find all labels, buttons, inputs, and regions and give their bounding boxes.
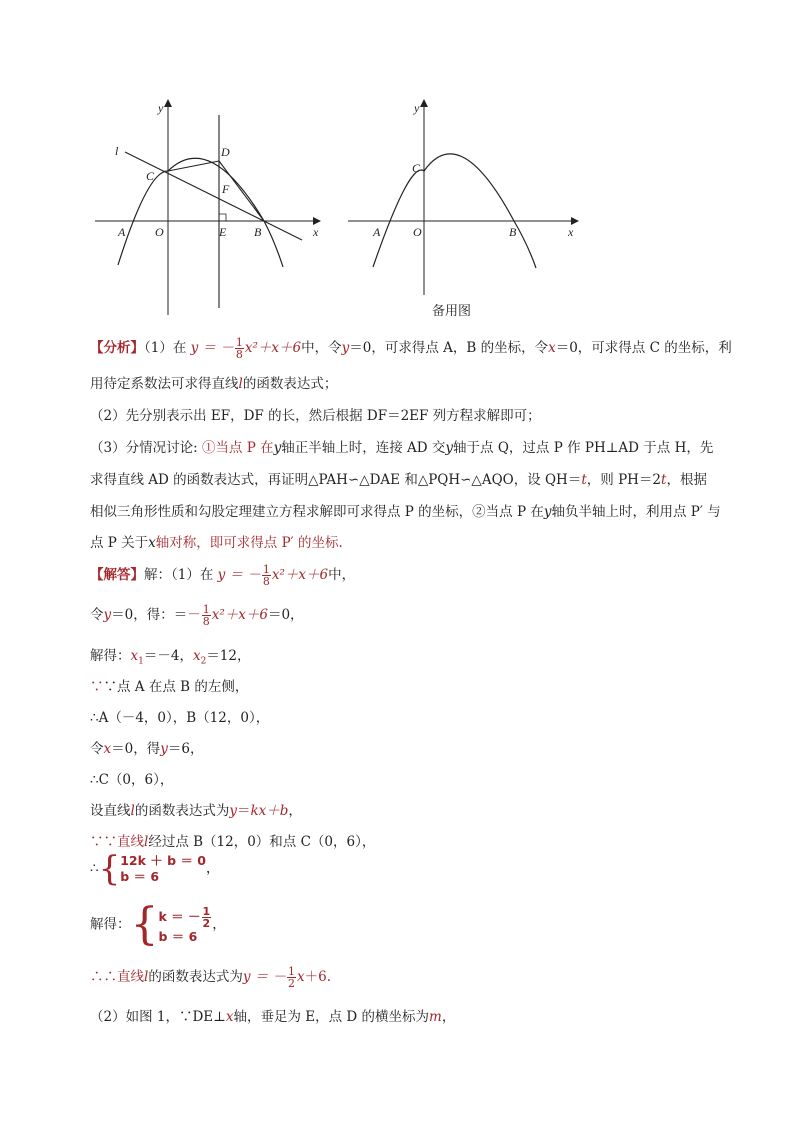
text: 的函数表达式为	[148, 969, 243, 985]
figure-1	[80, 90, 330, 330]
text: （3）分情况讨论:	[90, 440, 202, 456]
math: y	[160, 741, 168, 757]
math: x²＋x＋6	[244, 340, 302, 356]
solution-line-5	[90, 706, 269, 726]
subscript: 1	[138, 656, 144, 667]
text: ，则 PH＝2	[586, 472, 662, 488]
text: ＝－4，	[143, 648, 193, 664]
math: l	[144, 969, 149, 985]
text: ＋6.	[304, 969, 332, 985]
math: m	[429, 1009, 442, 1025]
solution-line-10	[90, 849, 220, 889]
den: 8	[262, 575, 270, 588]
num: 1	[202, 904, 211, 918]
math: x	[103, 741, 112, 757]
text: 解：（1）在	[144, 567, 214, 583]
solution-line-3	[90, 644, 251, 667]
text: ＝	[236, 803, 251, 819]
text: ，	[212, 916, 226, 933]
label-x-2: x	[568, 225, 574, 239]
text: 轴，垂足为 E，点 D 的横坐标为	[233, 1009, 430, 1025]
analysis-line-2	[90, 372, 337, 392]
label-b: B	[254, 225, 262, 239]
text: 中，令	[301, 340, 342, 356]
math: y	[273, 440, 282, 456]
text: ＝0，可求得点 A，B 的坐标，令	[349, 340, 549, 356]
text: ∴	[90, 860, 99, 877]
segment-cd	[168, 161, 219, 171]
analysis-line-7	[90, 531, 343, 551]
label-l: l	[115, 144, 119, 158]
num: 1	[202, 603, 210, 616]
solution-line-4: ∵∵点 A 在点 B 的左侧，	[90, 679, 249, 695]
text: ∵点 A 在点 B 的左侧，	[103, 679, 249, 695]
fraction	[235, 337, 244, 360]
solution-tag: 【解答】	[90, 567, 144, 583]
math: l	[144, 834, 149, 850]
text: 求得直线 AD 的函数表达式，再证明△PAH∽△DAE 和△PQH∽△AQO，设 QH＝	[90, 472, 582, 488]
right-angle-mark	[219, 214, 226, 221]
text: 解得：	[90, 648, 131, 664]
label-f: F	[222, 182, 230, 196]
den: 2	[288, 977, 296, 990]
label-a: A	[118, 225, 126, 239]
math: y ＝ －	[217, 567, 261, 583]
text: 设直线	[90, 803, 131, 819]
text: ②当点 P 在	[472, 504, 544, 520]
text: ＝0，得：＝	[111, 607, 188, 623]
math: x	[297, 969, 305, 985]
text: （2）如图 1，∵DE⊥	[90, 1009, 226, 1025]
line-l	[125, 152, 302, 240]
solution-line-7	[90, 768, 173, 788]
text: 经过点 B（12，0）和点 C（0，6），	[148, 834, 376, 850]
label-c-2: C	[412, 161, 421, 175]
math: y ＝ －	[190, 340, 234, 356]
math: kx＋b	[250, 803, 289, 819]
math: t	[581, 472, 587, 488]
label-d: D	[221, 145, 230, 159]
num: 1	[262, 563, 270, 576]
system-row: b ＝ 6	[158, 928, 198, 944]
analysis-tag: 【分析】	[90, 340, 144, 356]
math: t	[661, 472, 667, 488]
text: 轴负半轴上时，利用点 P′ 与	[551, 504, 721, 520]
system-row: 12k ＋ b ＝ 0	[120, 853, 206, 868]
math: x	[130, 648, 139, 664]
system-row	[159, 906, 213, 929]
text: ＝0，得	[111, 741, 161, 757]
brace: {	[98, 849, 121, 889]
den: 8	[202, 615, 210, 628]
figures	[80, 90, 600, 330]
math: x	[148, 535, 156, 551]
math: x²＋x＋6	[271, 567, 329, 583]
text: ∴C（0，6），	[90, 772, 174, 788]
text: ①当点 P 在	[201, 440, 274, 456]
label-a-2: A	[373, 225, 381, 239]
analysis-line-5	[90, 468, 707, 488]
math: x²＋x＋6	[211, 607, 268, 623]
math: x	[548, 340, 556, 356]
den: 2	[202, 916, 211, 930]
text: 轴对称，即可求得点 P′ 的坐标.	[155, 535, 343, 551]
equation-system	[159, 906, 213, 945]
analysis-line-6	[90, 500, 721, 520]
text: 令	[90, 607, 104, 623]
fraction	[202, 906, 212, 929]
analysis-line-4	[90, 436, 713, 456]
text: 轴于点 Q，过点 P 作 PH⊥AD 于点 H，先	[453, 440, 714, 456]
solution-line-8	[90, 799, 302, 819]
math: y	[341, 340, 350, 356]
solution-line-2: 令y＝0，得：＝－ $\frac{1}{8}$ x²＋x＋6＝0，	[90, 603, 304, 628]
solution-line-9: ∵∵直线l经过点 B（12，0）和点 C（0，6），	[90, 834, 376, 850]
text: ＝0，	[267, 607, 304, 623]
text: ＝0，可求得点 C 的坐标，利	[555, 340, 732, 356]
num: 1	[288, 965, 296, 978]
label-e: E	[219, 225, 227, 239]
label-b-2: B	[509, 225, 517, 239]
text: （2）先分别表示出 EF，DF 的长，然后根据 DF＝2EF 列方程求解即可；	[90, 408, 541, 424]
math: y	[229, 803, 237, 819]
label-o-2: O	[413, 225, 422, 239]
text: ，根据	[666, 472, 707, 488]
math: l	[238, 376, 243, 392]
text: 的函数表达式；	[242, 376, 338, 392]
text: 相似三角形性质和勾股定理建立方程求解即可求得点 P 的坐标，	[90, 504, 473, 520]
solution-line-11	[90, 899, 226, 950]
math: y ＝ －	[242, 969, 287, 985]
text: （1）在	[144, 340, 187, 356]
math: y	[543, 504, 552, 520]
text: ＝12，	[206, 648, 251, 664]
math: y	[103, 607, 112, 623]
math: x	[225, 1009, 234, 1025]
subscript: 2	[200, 656, 207, 667]
text: ∴直线	[103, 969, 144, 985]
math: l	[130, 803, 135, 819]
text: 中，	[328, 567, 356, 583]
text: ∵直线	[103, 834, 144, 850]
math: x	[192, 648, 201, 664]
analysis-line-3	[90, 404, 541, 424]
den: 8	[235, 348, 243, 361]
text: ＝6，	[167, 741, 204, 757]
fraction	[202, 604, 211, 627]
text: ∴A（－4，0），B（12，0），	[90, 710, 270, 726]
fraction	[262, 564, 271, 587]
equation-system	[120, 853, 206, 885]
label-y-2: y	[414, 101, 420, 115]
solution-line-12: ∴∴直线l的函数表达式为y ＝ － $\frac{1}{2}$ x＋6.	[90, 965, 332, 990]
text: ，	[206, 860, 220, 877]
text: 轴正半轴上时，连接 AD 交	[281, 440, 446, 456]
text: ，	[288, 803, 302, 819]
solution-line-6	[90, 737, 203, 757]
fraction	[287, 966, 296, 989]
math: y	[445, 440, 454, 456]
system-cell: k ＝ －	[158, 908, 201, 924]
text: ，	[441, 1009, 456, 1025]
system-row: b ＝ 6	[120, 869, 160, 884]
caption-spare-figure: 备用图	[432, 304, 472, 319]
label-y: y	[158, 101, 164, 115]
solution-line-13	[90, 1005, 455, 1025]
solution-line-1	[90, 563, 355, 587]
text: 令	[90, 741, 104, 757]
label-o: O	[155, 225, 164, 239]
text: 用待定系数法可求得直线	[90, 376, 239, 392]
text: 解得：	[90, 916, 131, 933]
analysis-line-1	[90, 336, 732, 360]
label-x: x	[313, 225, 319, 239]
text: 的函数表达式为	[134, 803, 230, 819]
num: 1	[235, 336, 243, 349]
text: 点 P 关于	[90, 535, 149, 551]
label-c: C	[146, 169, 155, 183]
brace: {	[130, 899, 159, 950]
parabola-2	[373, 154, 536, 268]
figure-2	[340, 90, 600, 330]
